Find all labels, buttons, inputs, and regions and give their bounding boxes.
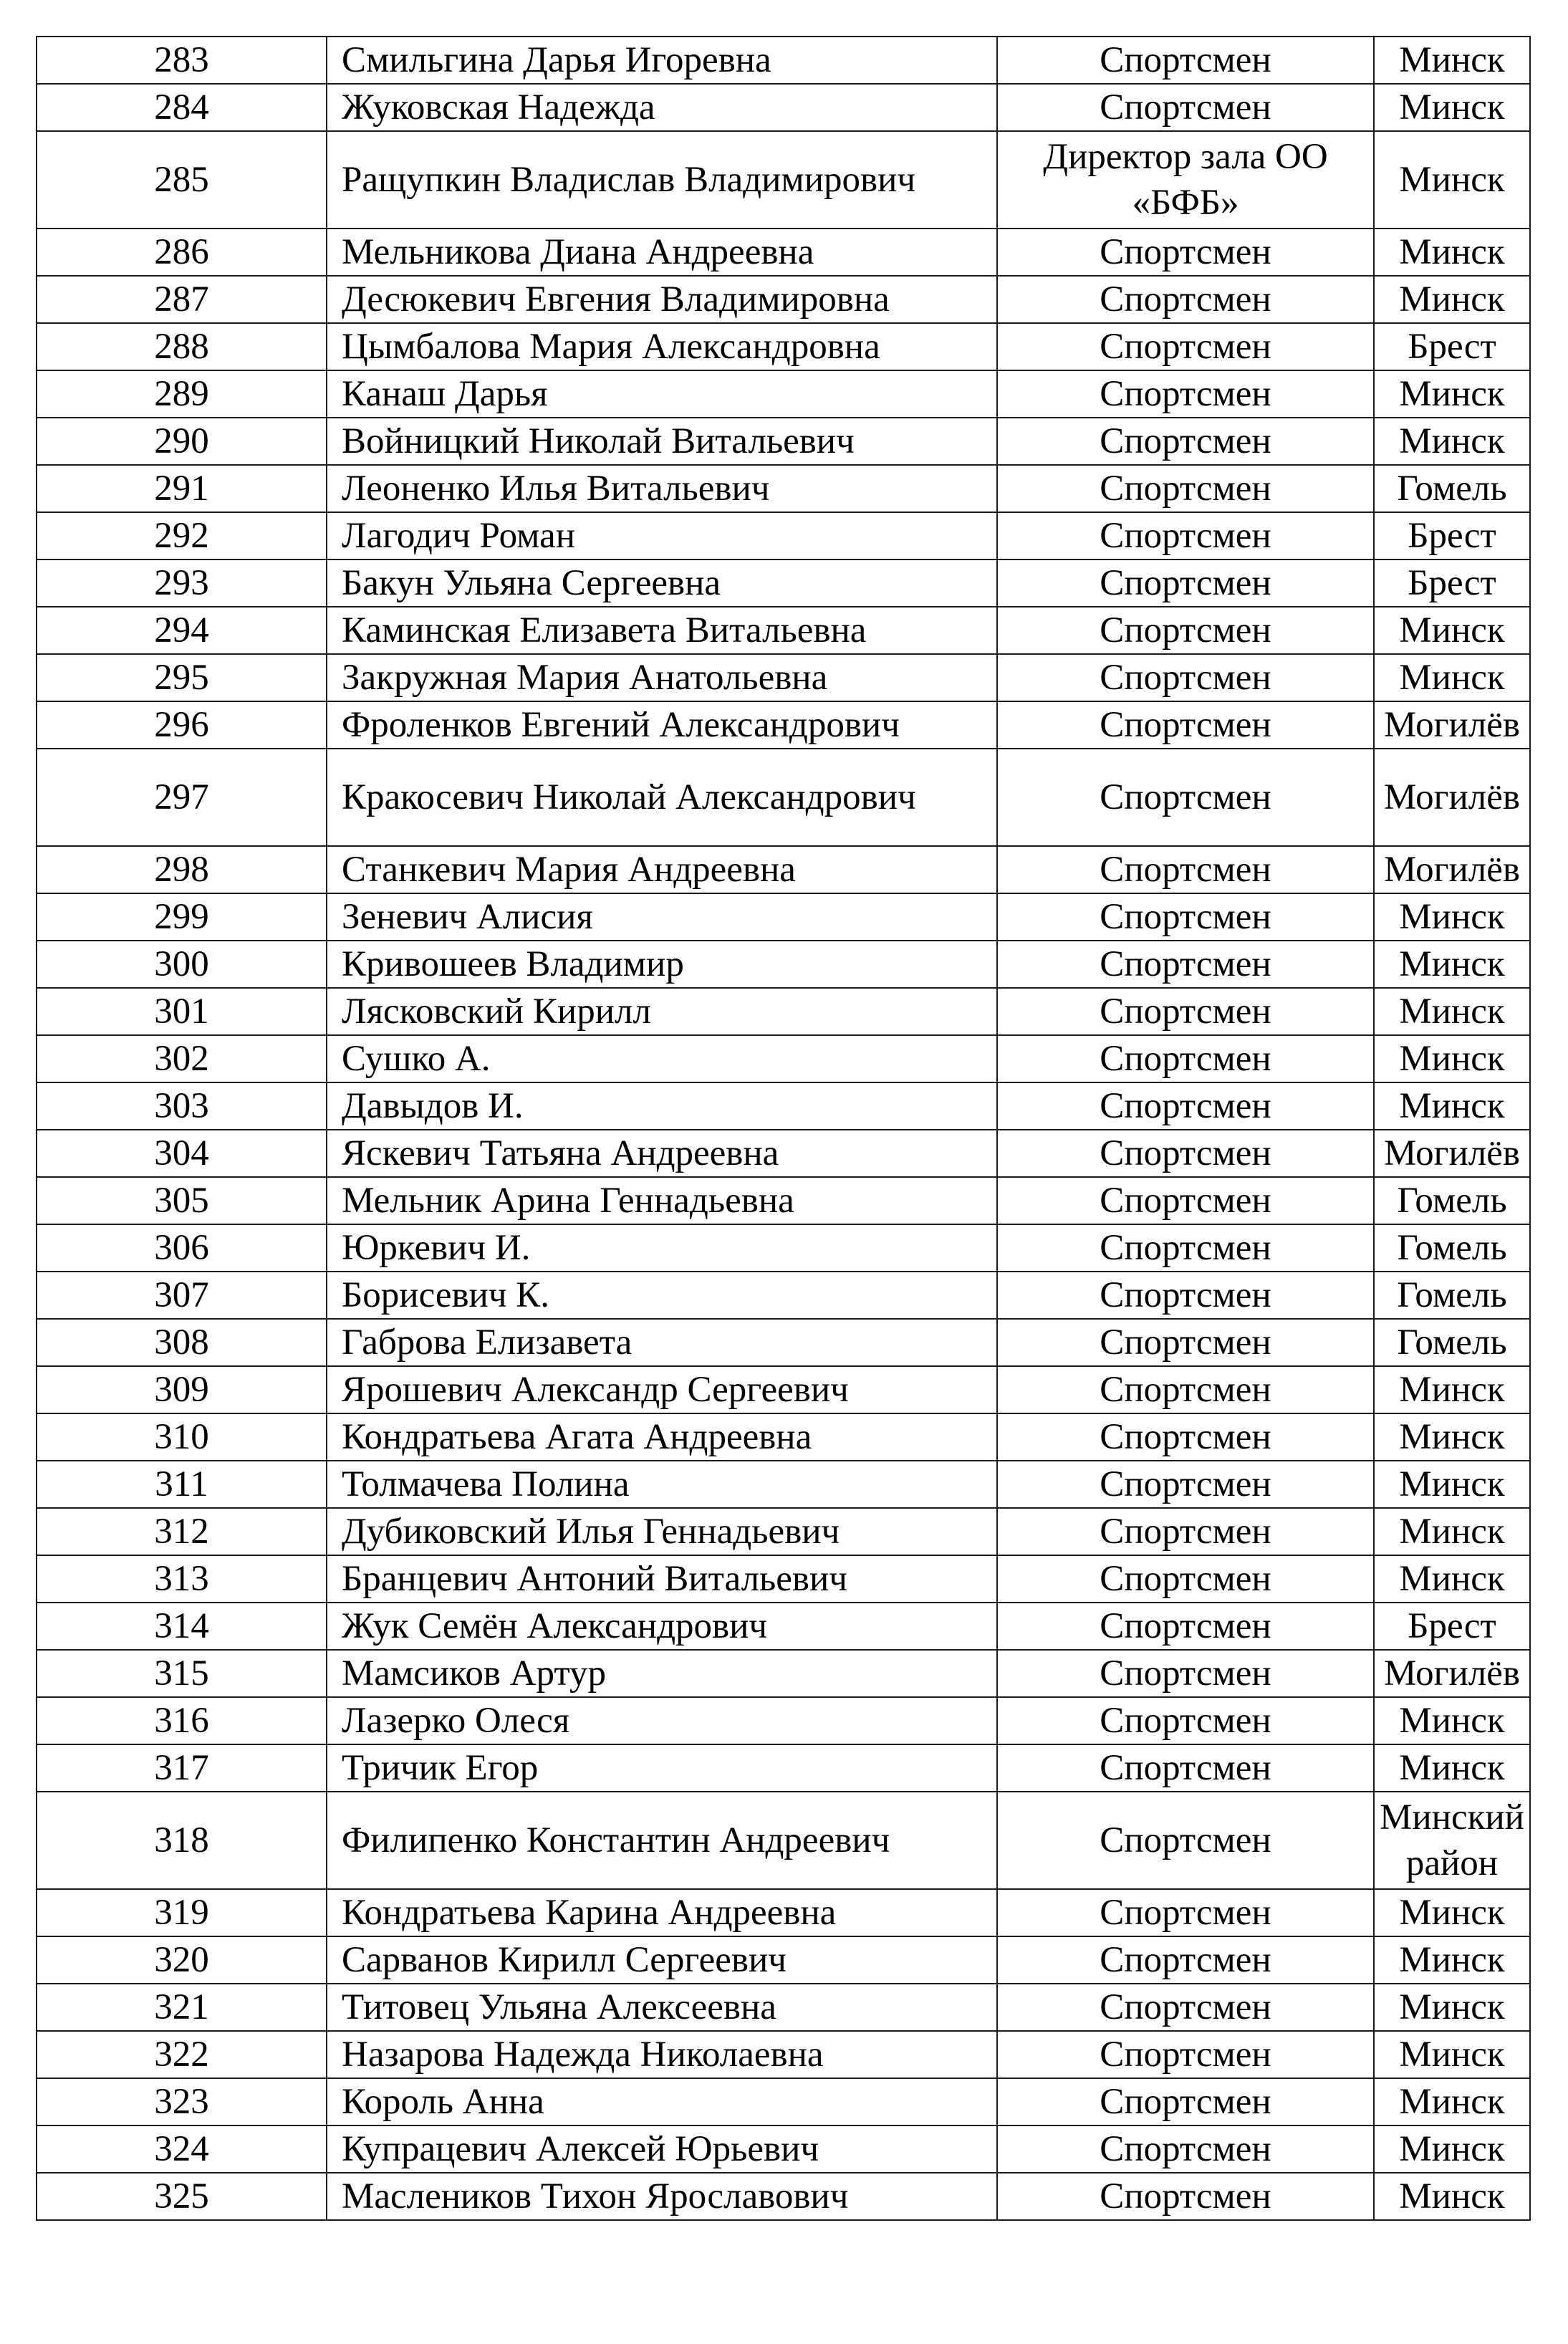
table-row: [37, 276, 1530, 323]
person-name: Фроленков Евгений Александрович: [327, 701, 997, 749]
person-name: Маслеников Тихон Ярославович: [327, 2173, 997, 2220]
row-number: 298: [37, 846, 327, 893]
person-role: Спортсмен: [997, 941, 1374, 988]
person-name: Лясковский Кирилл: [327, 988, 997, 1035]
table-row: [37, 418, 1530, 465]
person-role: Спортсмен: [997, 370, 1374, 418]
row-number: 303: [37, 1082, 327, 1130]
person-role: Спортсмен: [997, 607, 1374, 654]
person-city: Могилёв: [1374, 1130, 1530, 1177]
person-role: Спортсмен: [997, 1508, 1374, 1555]
person-name: Смильгина Дарья Игоревна: [327, 37, 997, 84]
person-city: Минск: [1374, 941, 1530, 988]
table-row: [37, 229, 1530, 276]
person-role: Спортсмен: [997, 465, 1374, 512]
row-number: 287: [37, 276, 327, 323]
person-city: Минск: [1374, 131, 1530, 229]
row-number: 302: [37, 1035, 327, 1082]
person-role: Спортсмен: [997, 1461, 1374, 1508]
person-city: Минск: [1374, 1035, 1530, 1082]
person-name: Ращупкин Владислав Владимирович: [327, 131, 997, 229]
table-row: [37, 1744, 1530, 1792]
person-role: Спортсмен: [997, 1889, 1374, 1936]
person-name: Закружная Мария Анатольевна: [327, 654, 997, 701]
person-city: Минск: [1374, 1744, 1530, 1792]
person-role: Спортсмен: [997, 749, 1374, 846]
table-row: [37, 988, 1530, 1035]
row-number: 295: [37, 654, 327, 701]
person-city: Могилёв: [1374, 701, 1530, 749]
table-row: [37, 1130, 1530, 1177]
table-row: [37, 1035, 1530, 1082]
person-name: Канаш Дарья: [327, 370, 997, 418]
row-number: 320: [37, 1936, 327, 1984]
person-city: Минск: [1374, 1082, 1530, 1130]
person-city: Гомель: [1374, 1177, 1530, 1224]
row-number: 304: [37, 1130, 327, 1177]
person-name: Ярошевич Александр Сергеевич: [327, 1366, 997, 1413]
table-row: [37, 2173, 1530, 2220]
person-city: Брест: [1374, 323, 1530, 370]
person-name: Кривошеев Владимир: [327, 941, 997, 988]
person-city: Гомель: [1374, 465, 1530, 512]
person-name: Дубиковский Илья Геннадьевич: [327, 1508, 997, 1555]
table-row: [37, 1603, 1530, 1650]
person-city: Минск: [1374, 84, 1530, 131]
person-role: Спортсмен: [997, 229, 1374, 276]
table-row: [37, 1650, 1530, 1697]
row-number: 296: [37, 701, 327, 749]
table-row: [37, 607, 1530, 654]
row-number: 293: [37, 559, 327, 607]
person-role: Спортсмен: [997, 2173, 1374, 2220]
person-role: Спортсмен: [997, 1319, 1374, 1366]
table-row: [37, 2031, 1530, 2078]
person-role: Спортсмен: [997, 418, 1374, 465]
table-row: [37, 559, 1530, 607]
person-name: Десюкевич Евгения Владимировна: [327, 276, 997, 323]
person-city: Минск: [1374, 1555, 1530, 1603]
table-row: [37, 1555, 1530, 1603]
person-role: Спортсмен: [997, 323, 1374, 370]
person-city: Брест: [1374, 1603, 1530, 1650]
person-name: Зеневич Алисия: [327, 893, 997, 941]
row-number: 283: [37, 37, 327, 84]
person-role: Спортсмен: [997, 84, 1374, 131]
person-name: Станкевич Мария Андреевна: [327, 846, 997, 893]
person-city: Минск: [1374, 418, 1530, 465]
person-name: Сушко А.: [327, 1035, 997, 1082]
person-name: Толмачева Полина: [327, 1461, 997, 1508]
table-row: [37, 1461, 1530, 1508]
person-name: Кондратьева Карина Андреевна: [327, 1889, 997, 1936]
person-city: Минск: [1374, 1984, 1530, 2031]
row-number: 297: [37, 749, 327, 846]
person-name: Войницкий Николай Витальевич: [327, 418, 997, 465]
table-row: [37, 1413, 1530, 1461]
person-role: Спортсмен: [997, 37, 1374, 84]
row-number: 316: [37, 1697, 327, 1744]
person-name: Мельник Арина Геннадьевна: [327, 1177, 997, 1224]
table-row: [37, 1508, 1530, 1555]
row-number: 289: [37, 370, 327, 418]
row-number: 291: [37, 465, 327, 512]
person-city: Минск: [1374, 229, 1530, 276]
person-role: Спортсмен: [997, 1082, 1374, 1130]
table-row: [37, 131, 1530, 229]
person-city: Минск: [1374, 1508, 1530, 1555]
table-row: [37, 84, 1530, 131]
table-row: [37, 1177, 1530, 1224]
person-city: Гомель: [1374, 1319, 1530, 1366]
table-row: [37, 1936, 1530, 1984]
person-role: Спортсмен: [997, 276, 1374, 323]
table-row: [37, 370, 1530, 418]
person-city: Минск: [1374, 370, 1530, 418]
row-number: 294: [37, 607, 327, 654]
person-name: Леоненко Илья Витальевич: [327, 465, 997, 512]
table-row: [37, 512, 1530, 559]
person-role: Спортсмен: [997, 1650, 1374, 1697]
person-role: Спортсмен: [997, 1936, 1374, 1984]
person-name: Кракосевич Николай Александрович: [327, 749, 997, 846]
row-number: 307: [37, 1272, 327, 1319]
row-number: 284: [37, 84, 327, 131]
row-number: 290: [37, 418, 327, 465]
person-role: Спортсмен: [997, 1130, 1374, 1177]
person-city: Брест: [1374, 559, 1530, 607]
person-city: Гомель: [1374, 1272, 1530, 1319]
person-name: Борисевич К.: [327, 1272, 997, 1319]
person-city: Брест: [1374, 512, 1530, 559]
table-row: [37, 701, 1530, 749]
person-city: Минск: [1374, 893, 1530, 941]
person-name: Яскевич Татьяна Андреевна: [327, 1130, 997, 1177]
person-role: Спортсмен: [997, 893, 1374, 941]
person-name: Титовец Ульяна Алексеевна: [327, 1984, 997, 2031]
person-name: Габрова Елизавета: [327, 1319, 997, 1366]
person-city: Минск: [1374, 1461, 1530, 1508]
table-row: [37, 654, 1530, 701]
row-number: 314: [37, 1603, 327, 1650]
person-name: Цымбалова Мария Александровна: [327, 323, 997, 370]
row-number: 286: [37, 229, 327, 276]
person-role: Спортсмен: [997, 1792, 1374, 1889]
table-row: [37, 1272, 1530, 1319]
person-role: Спортсмен: [997, 1697, 1374, 1744]
person-city: Могилёв: [1374, 749, 1530, 846]
table-row: [37, 1984, 1530, 2031]
row-number: 306: [37, 1224, 327, 1272]
person-city: Могилёв: [1374, 1650, 1530, 1697]
person-city: Минск: [1374, 2126, 1530, 2173]
person-role: Спортсмен: [997, 1555, 1374, 1603]
person-name: Бранцевич Антоний Витальевич: [327, 1555, 997, 1603]
row-number: 312: [37, 1508, 327, 1555]
person-role: Спортсмен: [997, 654, 1374, 701]
table-row: [37, 893, 1530, 941]
person-city: Минск: [1374, 1697, 1530, 1744]
person-name: Кондратьева Агата Андреевна: [327, 1413, 997, 1461]
table-row: [37, 1082, 1530, 1130]
row-number: 319: [37, 1889, 327, 1936]
row-number: 292: [37, 512, 327, 559]
table-row: [37, 323, 1530, 370]
row-number: 285: [37, 131, 327, 229]
row-number: 308: [37, 1319, 327, 1366]
participants-table-body: [37, 37, 1530, 2220]
row-number: 300: [37, 941, 327, 988]
person-name: Король Анна: [327, 2078, 997, 2126]
table-row: [37, 846, 1530, 893]
table-row: [37, 1319, 1530, 1366]
person-name: Назарова Надежда Николаевна: [327, 2031, 997, 2078]
row-number: 321: [37, 1984, 327, 2031]
row-number: 324: [37, 2126, 327, 2173]
person-name: Бакун Ульяна Сергеевна: [327, 559, 997, 607]
row-number: 310: [37, 1413, 327, 1461]
person-city: Минск: [1374, 2078, 1530, 2126]
row-number: 311: [37, 1461, 327, 1508]
row-number: 317: [37, 1744, 327, 1792]
person-city: Минск: [1374, 1936, 1530, 1984]
person-name: Лагодич Роман: [327, 512, 997, 559]
table-row: [37, 749, 1530, 846]
person-role: Спортсмен: [997, 1744, 1374, 1792]
person-role: Спортсмен: [997, 2078, 1374, 2126]
table-row: [37, 2078, 1530, 2126]
person-role: Спортсмен: [997, 2031, 1374, 2078]
row-number: 322: [37, 2031, 327, 2078]
person-role: Спортсмен: [997, 512, 1374, 559]
person-city: Минск: [1374, 1413, 1530, 1461]
person-name: Давыдов И.: [327, 1082, 997, 1130]
person-name: Каминская Елизавета Витальевна: [327, 607, 997, 654]
person-name: Жуковская Надежда: [327, 84, 997, 131]
person-name: Мельникова Диана Андреевна: [327, 229, 997, 276]
person-city: Минск: [1374, 988, 1530, 1035]
person-name: Филипенко Константин Андреевич: [327, 1792, 997, 1889]
person-city: Гомель: [1374, 1224, 1530, 1272]
person-city: Минск: [1374, 1366, 1530, 1413]
person-city: Могилёв: [1374, 846, 1530, 893]
row-number: 301: [37, 988, 327, 1035]
person-name: Жук Семён Александрович: [327, 1603, 997, 1650]
person-name: Мамсиков Артур: [327, 1650, 997, 1697]
person-name: Купрацевич Алексей Юрьевич: [327, 2126, 997, 2173]
person-city: Минск: [1374, 2031, 1530, 2078]
person-city: Минский район: [1374, 1792, 1530, 1889]
person-role: Спортсмен: [997, 988, 1374, 1035]
person-role: Спортсмен: [997, 701, 1374, 749]
person-role: Спортсмен: [997, 1603, 1374, 1650]
person-role: Директор зала ОО «БФБ»: [997, 131, 1374, 229]
row-number: 315: [37, 1650, 327, 1697]
person-name: Юркевич И.: [327, 1224, 997, 1272]
person-city: Минск: [1374, 654, 1530, 701]
row-number: 309: [37, 1366, 327, 1413]
person-city: Минск: [1374, 37, 1530, 84]
table-row: [37, 465, 1530, 512]
person-name: Тричик Егор: [327, 1744, 997, 1792]
person-role: Спортсмен: [997, 1272, 1374, 1319]
person-role: Спортсмен: [997, 1177, 1374, 1224]
person-city: Минск: [1374, 276, 1530, 323]
table-row: [37, 1889, 1530, 1936]
row-number: 288: [37, 323, 327, 370]
row-number: 323: [37, 2078, 327, 2126]
table-row: [37, 2126, 1530, 2173]
row-number: 299: [37, 893, 327, 941]
person-role: Спортсмен: [997, 1224, 1374, 1272]
person-city: Минск: [1374, 2173, 1530, 2220]
person-role: Спортсмен: [997, 559, 1374, 607]
table-row: [37, 1366, 1530, 1413]
person-role: Спортсмен: [997, 1413, 1374, 1461]
row-number: 318: [37, 1792, 327, 1889]
table-row: [37, 1697, 1530, 1744]
table-row: [37, 1224, 1530, 1272]
participants-table: [36, 36, 1531, 2221]
person-role: Спортсмен: [997, 1366, 1374, 1413]
row-number: 325: [37, 2173, 327, 2220]
row-number: 313: [37, 1555, 327, 1603]
person-role: Спортсмен: [997, 1984, 1374, 2031]
table-row: [37, 941, 1530, 988]
person-role: Спортсмен: [997, 2126, 1374, 2173]
person-city: Минск: [1374, 607, 1530, 654]
table-row: [37, 37, 1530, 84]
table-row: [37, 1792, 1530, 1889]
person-name: Лазерко Олеся: [327, 1697, 997, 1744]
person-name: Сарванов Кирилл Сергеевич: [327, 1936, 997, 1984]
person-role: Спортсмен: [997, 846, 1374, 893]
person-role: Спортсмен: [997, 1035, 1374, 1082]
person-city: Минск: [1374, 1889, 1530, 1936]
row-number: 305: [37, 1177, 327, 1224]
